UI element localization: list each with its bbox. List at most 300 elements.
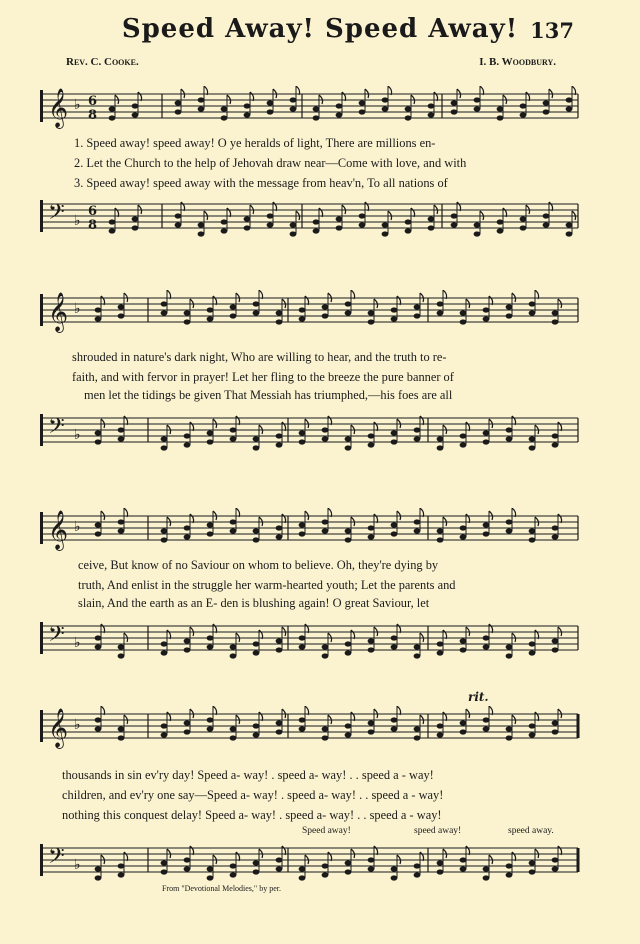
note-head [336,112,343,117]
note-head [230,644,237,649]
note-head [230,872,237,877]
note-head [382,106,389,111]
note-head [299,635,306,640]
flat-icon: ♭ [74,635,81,651]
note-head [368,729,375,734]
note-head [552,720,559,725]
note-head [529,537,536,542]
note-head [230,528,237,533]
bass-cue-label: speed away. [508,826,554,836]
note-head [506,735,513,740]
bass-staff-4 [40,840,580,890]
note-head [543,100,550,105]
note-head [132,225,139,230]
note-head [414,313,421,318]
note-head [345,537,352,542]
note-head [184,442,191,447]
note-head [276,433,283,438]
note-head [276,442,283,447]
note-head [313,219,320,224]
note-head [253,860,260,865]
note-head [391,875,398,880]
note-head [118,304,125,309]
note-head [451,100,458,105]
note-head [322,644,329,649]
note-head [336,103,343,108]
treble-clef-icon: 𝄞 [48,708,69,749]
note-head [161,528,168,533]
note-head [336,225,343,230]
note-head [552,729,559,734]
note-head [483,522,490,527]
time-signature-denominator: 8 [88,218,98,233]
note-head [460,534,467,539]
note-head [506,863,513,868]
flat-icon: ♭ [74,717,81,733]
note-head [118,519,125,524]
note-head [345,528,352,533]
note-head [109,228,116,233]
bass-staff-3 [40,618,580,668]
lyric-line-verse-3: slain, And the earth as an E- den is blushing again! O great Saviour, let [78,596,430,610]
note-head [460,857,467,862]
note-head [299,726,306,731]
note-head [253,310,260,315]
system-bracket [40,710,43,742]
note-head [95,307,102,312]
note-head [460,720,467,725]
note-head [207,531,214,536]
note-head [497,106,504,111]
note-head [276,647,283,652]
treble-staff-2 [40,290,580,340]
system-bracket [40,414,43,446]
note-head [276,857,283,862]
note-head [391,866,398,871]
system-bracket [40,512,43,544]
note-head [460,647,467,652]
note-head [428,225,435,230]
note-head [322,735,329,740]
note-head [253,537,260,542]
note-head [290,97,297,102]
time-signature-numerator: 6 [88,94,98,109]
note-head [552,857,559,862]
note-head [483,316,490,321]
note-head [368,433,375,438]
note-head [520,103,527,108]
note-head [184,638,191,643]
note-head [207,644,214,649]
note-head [368,866,375,871]
page-number: 137 [530,18,574,43]
note-head [253,301,260,306]
note-head [276,319,283,324]
note-head [405,228,412,233]
note-head [345,445,352,450]
lyric-line-verse-3: men let the tidings be given That Messiah has triumphed,—his foes are all [84,388,453,402]
note-head [529,723,536,728]
time-signature-denominator: 8 [88,108,98,123]
note-head [460,310,467,315]
note-head [437,445,444,450]
lyricist-credit: Rev. C. Cooke. [66,56,139,68]
note-head [207,866,214,871]
note-head [253,445,260,450]
note-head [368,857,375,862]
note-head [368,638,375,643]
note-head [460,866,467,871]
note-head [118,644,125,649]
note-head [529,436,536,441]
note-head [345,641,352,646]
note-head [299,316,306,321]
note-head [520,225,527,230]
note-head [299,875,306,880]
note-head [506,427,513,432]
note-head [244,225,251,230]
note-head [207,726,214,731]
note-head [109,115,116,120]
note-head [437,641,444,646]
note-head [267,213,274,218]
note-head [414,304,421,309]
note-head [552,638,559,643]
note-head [276,638,283,643]
note-head [175,222,182,227]
note-head [198,106,205,111]
note-head [118,653,125,658]
treble-staff-4 [40,706,580,756]
note-head [460,433,467,438]
note-head [161,860,168,865]
lyric-line-verse-2: children, and ev'ry one say—Speed a- way! . speed a- way! . . speed a - way! [62,788,444,802]
note-head [175,109,182,114]
note-head [207,522,214,527]
note-head [345,860,352,865]
note-head [552,310,559,315]
note-head [414,644,421,649]
note-head [405,219,412,224]
note-head [543,109,550,114]
note-head [359,100,366,105]
note-head [345,436,352,441]
note-head [118,528,125,533]
note-head [253,650,260,655]
note-head [428,216,435,221]
note-head [414,863,421,868]
note-head [299,717,306,722]
note-head [175,100,182,105]
note-head [299,439,306,444]
note-head [161,641,168,646]
note-head [529,528,536,533]
note-head [566,231,573,236]
flat-icon: ♭ [74,519,81,535]
note-head [391,430,398,435]
system-bracket [40,90,43,122]
note-head [359,109,366,114]
note-head [313,115,320,120]
note-head [543,213,550,218]
note-head [198,231,205,236]
note-head [184,433,191,438]
note-head [253,528,260,533]
lyric-line-verse-2: 2. Let the Church to the help of Jehovah draw near—Come with love, and with [74,156,467,170]
lyric-line-verse-3: nothing this conquest delay! Speed a- way! . speed a- way! . . speed a - way! [62,808,442,822]
bass-clef-icon: 𝄢 [48,414,65,445]
note-head [345,869,352,874]
note-head [382,222,389,227]
note-head [322,436,329,441]
note-head [95,875,102,880]
lyric-line-verse-1: shrouded in nature's dark night, Who are willing to hear, and the truth to re- [72,350,447,364]
note-head [437,869,444,874]
note-head [207,635,214,640]
note-head [290,106,297,111]
note-head [460,729,467,734]
note-head [207,717,214,722]
treble-clef-icon: 𝄞 [48,88,69,129]
note-head [345,650,352,655]
note-head [230,313,237,318]
note-head [460,442,467,447]
note-head [290,222,297,227]
treble-staff-1 [40,86,580,136]
note-head [230,735,237,740]
note-head [290,231,297,236]
note-head [474,222,481,227]
note-head [161,650,168,655]
note-head [368,720,375,725]
time-signature-numerator: 6 [88,204,98,219]
note-head [244,103,251,108]
note-head [95,726,102,731]
note-head [244,112,251,117]
note-head [497,228,504,233]
note-head [207,430,214,435]
note-head [391,522,398,527]
note-head [506,436,513,441]
lyric-line-verse-1: thousands in sin ev'ry day! Speed a- way! . speed a- way! . . speed a - way! [62,768,434,782]
note-head [529,860,536,865]
note-head [161,445,168,450]
note-head [184,729,191,734]
note-head [184,857,191,862]
note-head [506,519,513,524]
note-head [506,528,513,533]
note-head [184,319,191,324]
note-head [118,436,125,441]
note-head [322,427,329,432]
bass-cue-label: speed away! [414,826,462,836]
source-footnote: From "Devotional Melodies," by per. [162,884,281,893]
note-head [497,219,504,224]
note-head [529,445,536,450]
note-head [552,319,559,324]
bass-clef-icon: 𝄢 [48,200,65,231]
note-head [529,641,536,646]
note-head [299,531,306,536]
note-head [253,723,260,728]
note-head [414,726,421,731]
note-head [460,319,467,324]
note-head [198,97,205,102]
note-head [118,872,125,877]
note-head [368,647,375,652]
note-head [529,310,536,315]
note-head [161,310,168,315]
treble-staff-3 [40,508,580,558]
note-head [437,723,444,728]
note-head [437,310,444,315]
note-head [391,644,398,649]
note-head [276,866,283,871]
note-head [414,872,421,877]
note-head [529,650,536,655]
note-head [207,316,214,321]
note-head [95,635,102,640]
note-head [276,525,283,530]
note-head [118,735,125,740]
note-head [253,641,260,646]
note-head [368,319,375,324]
note-head [95,717,102,722]
note-head [566,222,573,227]
flat-icon: ♭ [74,213,81,229]
note-head [322,304,329,309]
note-head [276,310,283,315]
note-head [336,216,343,221]
lyric-line-verse-1: ceive, But know of no Saviour on whom to believe. Oh, they're dying by [78,558,439,572]
note-head [132,216,139,221]
note-head [95,531,102,536]
note-head [552,433,559,438]
note-head [276,720,283,725]
note-head [529,732,536,737]
note-head [414,519,421,524]
note-head [414,653,421,658]
note-head [207,439,214,444]
note-head [483,439,490,444]
note-head [451,222,458,227]
note-head [359,222,366,227]
system-bracket [40,622,43,654]
note-head [221,115,228,120]
note-head [543,222,550,227]
note-head [382,97,389,102]
note-head [322,528,329,533]
note-head [184,525,191,530]
note-head [161,436,168,441]
note-head [552,525,559,530]
note-head [184,647,191,652]
note-head [368,534,375,539]
note-head [391,717,398,722]
note-head [345,310,352,315]
lyric-line-verse-3: 3. Speed away! speed away with the message from heav'n, To all nations of [74,176,448,190]
note-head [529,301,536,306]
note-head [299,866,306,871]
note-head [230,863,237,868]
note-head [322,863,329,868]
flat-icon: ♭ [74,427,81,443]
note-head [118,863,125,868]
note-head [161,723,168,728]
note-head [368,525,375,530]
note-head [414,735,421,740]
bass-cue-label: Speed away! [302,826,351,836]
note-head [405,106,412,111]
note-head [437,732,444,737]
note-head [276,729,283,734]
note-head [267,100,274,105]
note-head [345,723,352,728]
note-head [322,519,329,524]
note-head [322,726,329,731]
note-head [529,869,536,874]
note-head [345,732,352,737]
note-head [230,726,237,731]
note-head [132,112,139,117]
note-head [118,427,125,432]
note-head [428,103,435,108]
note-head [483,875,490,880]
note-head [437,528,444,533]
note-head [552,534,559,539]
note-head [221,219,228,224]
bass-clef-icon: 𝄢 [48,622,65,653]
note-head [322,653,329,658]
note-head [474,231,481,236]
note-head [95,439,102,444]
note-head [276,534,283,539]
note-head [520,112,527,117]
note-head [322,872,329,877]
lyric-line-verse-1: 1. Speed away! speed away! O ye heralds of light, There are millions en- [74,136,436,150]
note-head [184,720,191,725]
note-head [132,103,139,108]
system-bracket [40,200,43,232]
note-head [267,109,274,114]
note-head [451,213,458,218]
note-head [391,439,398,444]
tempo-marking: rit. [468,690,489,704]
note-head [483,307,490,312]
note-head [414,436,421,441]
flat-icon: ♭ [74,97,81,113]
note-head [520,216,527,221]
note-head [267,222,274,227]
note-head [437,301,444,306]
note-head [161,732,168,737]
note-head [451,109,458,114]
note-head [437,537,444,542]
note-head [207,875,214,880]
note-head [299,644,306,649]
note-head [184,534,191,539]
note-head [368,310,375,315]
note-head [368,442,375,447]
flat-icon: ♭ [74,857,81,873]
note-head [391,635,398,640]
note-head [345,301,352,306]
note-head [483,644,490,649]
note-head [95,866,102,871]
note-head [437,436,444,441]
note-head [552,866,559,871]
note-head [230,427,237,432]
